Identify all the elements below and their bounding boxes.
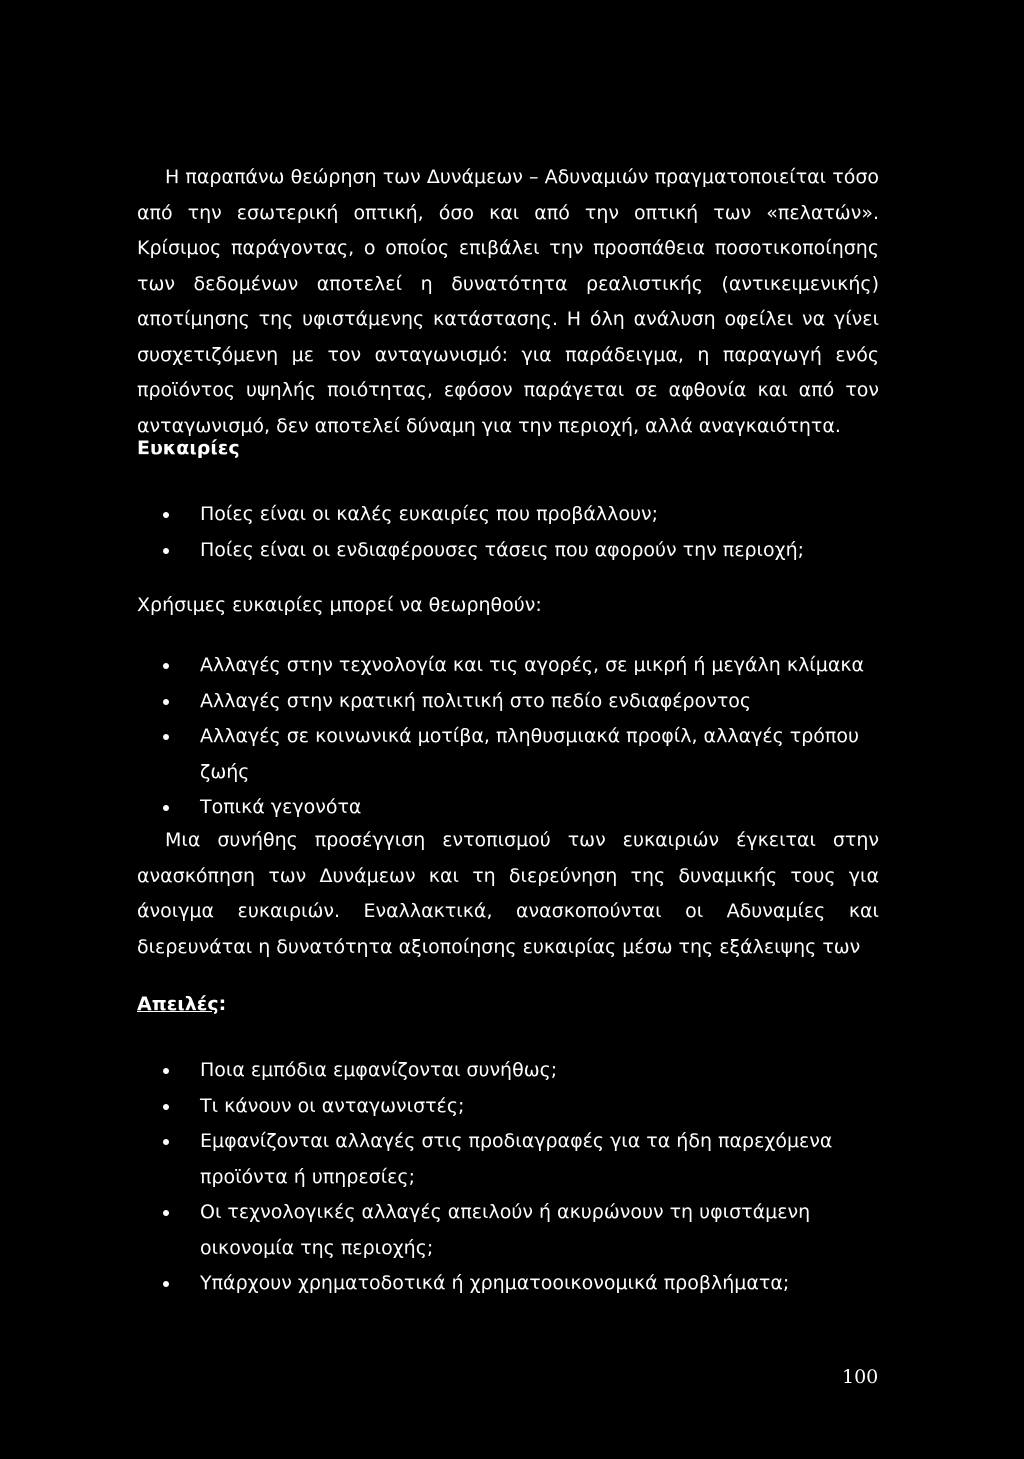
bullet-icon [163,1104,169,1110]
list-item [163,719,883,790]
page-number: 100 [842,1366,879,1388]
opportunities-heading: Ευκαιρίες [137,437,240,459]
bullet-icon [163,1139,169,1145]
threats-heading-colon: : [218,993,227,1015]
list-item [163,684,883,720]
opportunities-questions-list [163,497,883,568]
list-item [163,1089,883,1125]
list-item [163,1195,883,1266]
bullet-icon [163,734,169,740]
bullet-icon [163,805,169,811]
list-item-text: Τι κάνουν οι ανταγωνιστές; [200,1094,465,1117]
bullet-icon [163,1210,169,1216]
list-item-text: Ποίες είναι οι καλές ευκαιρίες που προβάλλουν; [200,503,658,525]
threats-heading [137,993,226,1015]
list-item [163,1124,883,1195]
list-item-text: Ποια εμπόδια εμφανίζονται συνήθως; [200,1059,558,1081]
list-item-text: Αλλαγές σε κοινωνικά μοτίβα, πληθυσμιακά προφίλ, αλλαγές τρόπου ζωής [200,725,859,783]
list-item-text: Οι τεχνολογικές αλλαγές απειλούν ή ακυρώνουν τη υφιστάμενη οικονομία της περιοχής; [200,1201,811,1259]
threats-heading-text: Απειλές [137,993,219,1015]
list-item [163,1053,883,1089]
list-item [163,790,883,826]
bullet-icon [163,548,169,554]
list-item-text: Ποίες είναι οι ενδιαφέρουσες τάσεις που αφορούν την περιοχή; [200,538,805,561]
bullet-icon [163,663,169,669]
intro-paragraph: Η παραπάνω θεώρηση των Δυνάμεων – Αδυναμιών πραγματοποιείται τόσο από την εσωτερική οπτική, όσο και από την οπτική των «πελατών». Κρίσιμος παράγοντας, ο οποίος επιβάλει την προσπάθεια ποσοτικοποίησης των δεδομένων αποτελεί η δυνατότητα ρεαλιστικής (αντικειμενικής) αποτίμησης της υφιστάμενης κατάστασης. Η όλη ανάλυση οφείλει να γίνει συσχετιζόμενη με τον ανταγωνισμό: για παράδειγμα, η παραγωγή ενός προϊόντος υψηλής ποιότητας, εφόσον παράγεται σε αφθονία και από τον ανταγωνισμό, δεν αποτελεί δύναμη για την περιοχή, αλλά αναγκαιότητα. [137,166,879,437]
list-item-text: Αλλαγές στην κρατική πολιτική στο πεδίο ενδιαφέροντος [200,689,752,712]
bullet-icon [163,699,169,705]
opportunities-intro: Χρήσιμες ευκαιρίες μπορεί να θεωρηθούν: [137,594,542,616]
list-item-text: Εμφανίζονται αλλαγές στις προδιαγραφές για τα ήδη παρεχόμενα προϊόντα ή υπηρεσίες; [200,1130,833,1188]
opportunities-list [163,648,883,826]
list-item-text: Τοπικά γεγονότα [200,796,362,818]
threats-list [163,1053,883,1302]
list-item-text: Αλλαγές στην τεχνολογία και τις αγορές, σε μικρή ή μεγάλη κλίμακα [200,654,865,676]
list-item [163,1266,883,1302]
bullet-icon [163,512,169,518]
list-item [163,648,883,684]
bullet-icon [163,1068,169,1074]
list-item [163,497,883,533]
opportunities-paragraph: Μια συνήθης προσέγγιση εντοπισμού των ευκαιριών έγκειται στην ανασκόπηση των Δυνάμεων και τη διερεύνηση της δυναμικής τους για άνοιγμα ευκαιριών. Εναλλακτικά, ανασκοπούνται οι Αδυναμίες και διερευνάται η δυνατότητα αξιοποίησης ευκαιρίας μέσω της εξάλειψης των [137,829,879,958]
list-item [163,533,883,569]
list-item-text: Υπάρχουν χρηματοδοτικά ή χρηματοοικονομικά προβλήματα; [200,1272,790,1294]
bullet-icon [163,1281,169,1287]
